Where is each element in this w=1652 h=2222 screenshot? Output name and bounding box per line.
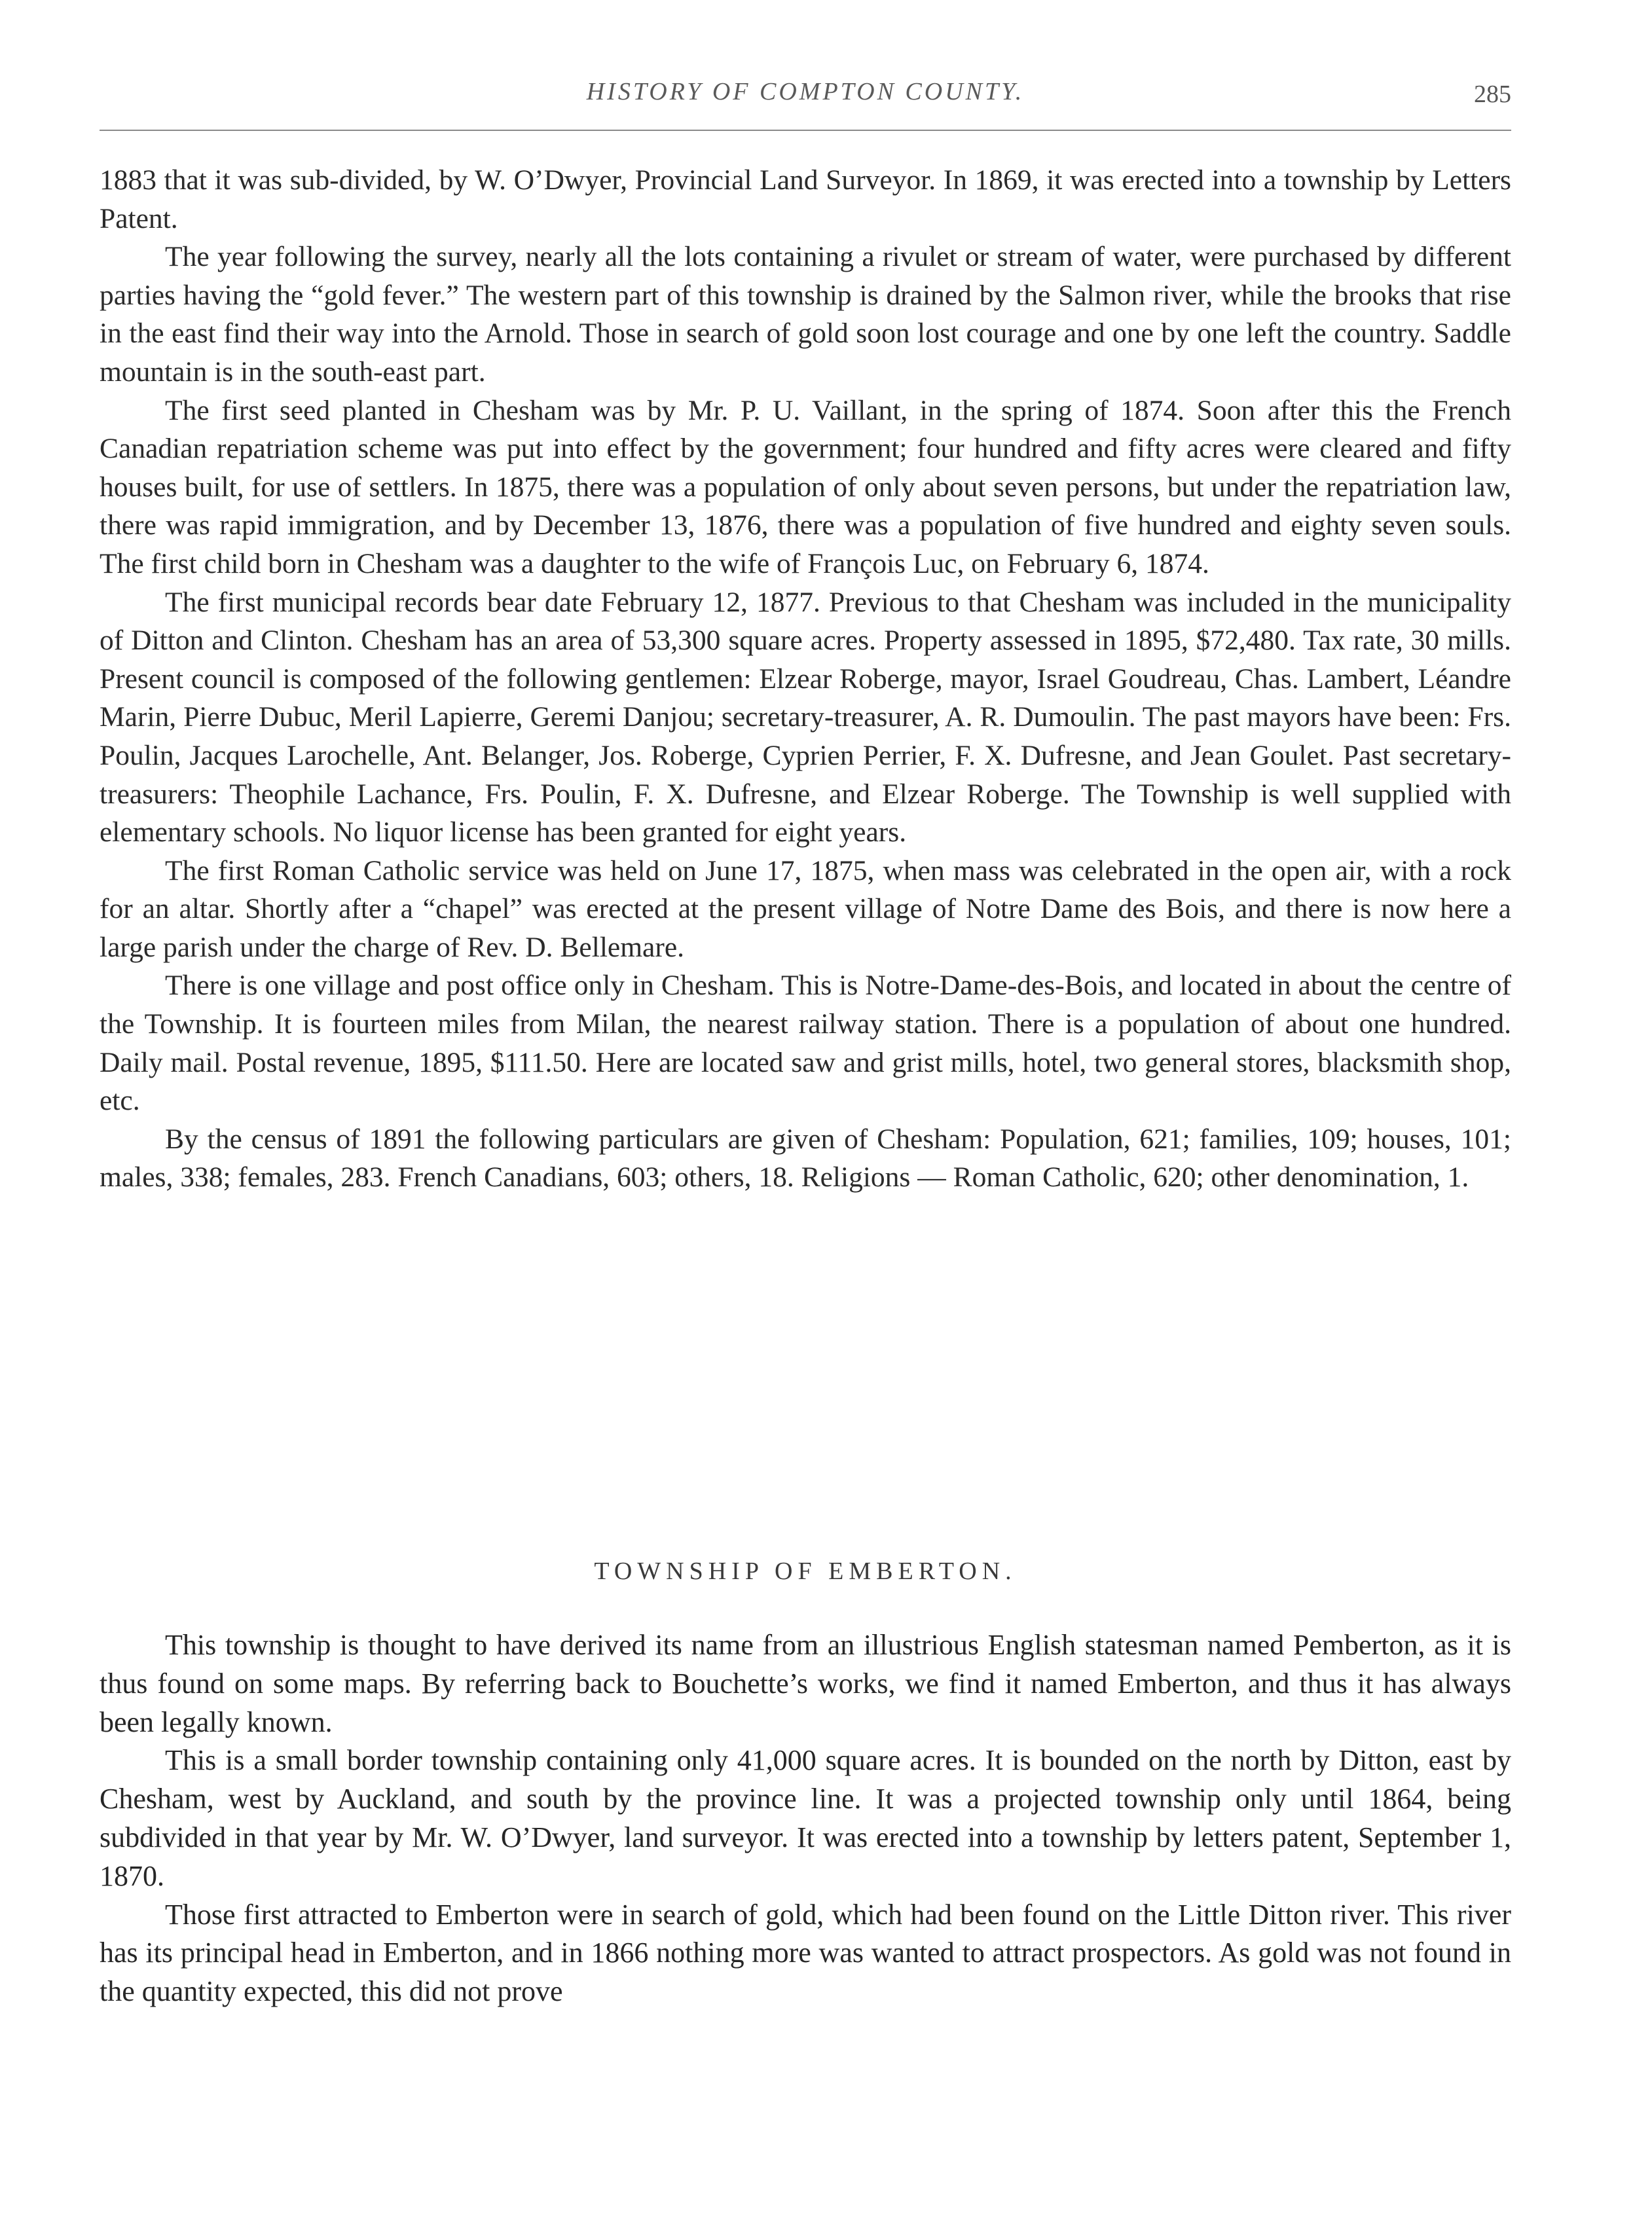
- paragraph: The first municipal records bear date February 12, 1877. Previous to that Chesham was included in the municipality of Ditton and Clinton. Chesham has an area of 53,300 square acres. Property assessed in 1895, $72,480. Tax rate, 30 mills. Present council is composed of the following gentlemen: Elzear Roberge, mayor, Israel Goudreau, Chas. Lambert, Léandre Marin, Pierre Dubuc, Meril Lapierre, Geremi Danjou; secretary-treasurer, A. R. Dumoulin. The past mayors have been: Frs. Poulin, Jacques Larochelle, Ant. Belanger, Jos. Roberge, Cyprien Perrier, F. X. Dufresne, and Jean Goulet. Past secretary-treasurers: Theophile Lachance, Frs. Poulin, F. X. Dufresne, and Elzear Roberge. The Township is well supplied with elementary schools. No liquor license has been granted for eight years.: [100, 586, 1511, 848]
- running-title: HISTORY OF COMPTON COUNTY.: [586, 78, 1025, 105]
- paragraph: Those first attracted to Emberton were in search of gold, which had been found on the Little Ditton river. This river has its principal head in Emberton, and in 1866 nothing more was wanted to attract prospectors. As gold was not found in the quantity expected, this did not prove: [100, 1898, 1511, 2008]
- paragraph: The first Roman Catholic service was held on June 17, 1875, when mass was celebrated in the open air, with a rock for an altar. Shortly after a “chapel” was erected at the present village of Notre Dame des Bois, and there is now here a large parish under the charge of Rev. D. Bellemare.: [100, 854, 1511, 963]
- paragraph: The year following the survey, nearly all the lots containing a rivulet or stream of water, were purchased by different parties having the “gold fever.” The western part of this township is drained by the Salmon river, while the brooks that rise in the east find their way into the Arnold. Those in search of gold soon lost courage and one by one left the country. Saddle mountain is in the south-east part.: [100, 241, 1511, 388]
- header-rule: [100, 130, 1511, 131]
- page-number: 285: [1474, 81, 1511, 108]
- chesham-text: [100, 161, 1511, 1197]
- paragraph: By the census of 1891 the following particulars are given of Chesham: Population, 621; families, 109; houses, 101; males, 338; females, 283. French Canadians, 603; others, 18. Religions — Roman Catholic, 620; other denomination, 1.: [100, 1123, 1511, 1193]
- paragraph: 1883 that it was sub-divided, by W. O’Dwyer, Provincial Land Surveyor. In 1869, it was erected into a township by Letters Patent.: [100, 164, 1511, 234]
- paragraph: This is a small border township containing only 41,000 square acres. It is bounded on the north by Ditton, east by Chesham, west by Auckland, and south by the province line. It was a projected township only until 1864, being subdivided in that year by Mr. W. O’Dwyer, land surveyor. It was erected into a township by letters patent, September 1, 1870.: [100, 1744, 1511, 1892]
- paragraph: The first seed planted in Chesham was by Mr. P. U. Vaillant, in the spring of 1874. Soon after this the French Canadian repatriation scheme was put into effect by the government; four hundred and fifty acres were cleared and fifty houses built, for use of settlers. In 1875, there was a population of only about seven persons, but under the repatriation law, there was rapid immigration, and by December 13, 1876, there was a population of five hundred and eighty seven souls. The first child born in Chesham was a daughter to the wife of François Luc, on February 6, 1874.: [100, 394, 1511, 579]
- section-heading: TOWNSHIP OF EMBERTON.: [594, 1557, 1017, 1585]
- running-head: [100, 77, 1511, 123]
- paragraph: This township is thought to have derived its name from an illustrious English statesman named Pemberton, as it is thus found on some maps. By referring back to Bouchette’s works, we find it named Emberton, and thus it has always been legally known.: [100, 1629, 1511, 1738]
- paragraph: There is one village and post office only in Chesham. This is Notre-Dame-des-Bois, and located in about the centre of the Township. It is fourteen miles from Milan, the nearest railway station. There is a population of about one hundred. Daily mail. Postal revenue, 1895, $111.50. Here are located saw and grist mills, hotel, two general stores, blacksmith shop, etc.: [100, 970, 1511, 1117]
- emberton-text: [100, 1626, 1511, 2011]
